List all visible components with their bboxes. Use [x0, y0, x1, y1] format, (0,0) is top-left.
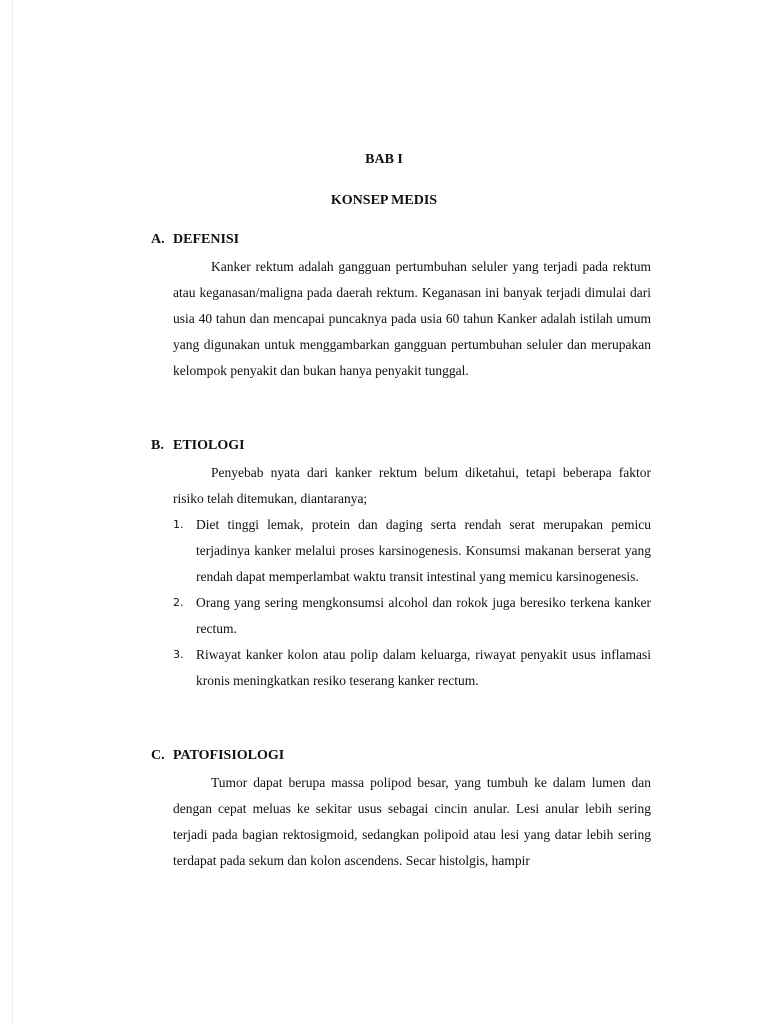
section-heading-text: PATOFISIOLOGI: [173, 748, 285, 763]
section-heading: [151, 230, 651, 250]
list-item-number: 3.: [173, 648, 184, 661]
chapter-title: BAB I: [365, 152, 403, 167]
section-heading-text: DEFENISI: [173, 232, 240, 247]
list-item-number: 2.: [173, 596, 184, 609]
section-letter: C.: [151, 748, 165, 763]
section-heading: [151, 436, 651, 456]
document-title: KONSEP MEDIS: [330, 193, 438, 208]
list-item: [151, 642, 651, 694]
section-defenisi: [151, 230, 651, 384]
section-paragraph: Penyebab nyata dari kanker rektum belum diketahui, tetapi beberapa faktor risiko telah ditemukan, diantaranya;: [173, 465, 651, 506]
list-item-number: 1.: [173, 518, 184, 531]
section-patofisiologi: [151, 746, 651, 874]
section-letter: B.: [151, 438, 164, 453]
list-item: [151, 512, 651, 590]
section-etiologi: [151, 436, 651, 694]
section-paragraph: Kanker rektum adalah gangguan pertumbuhan seluler yang terjadi pada rektum atau keganasan/maligna pada daerah rektum. Keganasan ini banyak terjadi dimulai dari usia 40 tahun dan mencapai puncaknya pada usia 60 tahun Kanker adalah istilah umum yang digunakan untuk menggambarkan gangguan pertumbuhan seluler dan merupakan kelompok penyakit dan bukan hanya penyakit tunggal.: [173, 259, 651, 378]
section-paragraph: Tumor dapat berupa massa polipod besar, yang tumbuh ke dalam lumen dan dengan cepat meluas ke sekitar usus sebagai cincin anular. Lesi anular lebih sering terjadi pada bagian rektosigmoid, sedangkan polipoid atau lesi yang datar lebih sering terdapat pada sekum dan kolon ascendens. Secar histolgis, hampir: [173, 775, 651, 868]
risk-factor-list: [151, 512, 651, 694]
section-letter: A.: [151, 232, 165, 247]
section-heading: [151, 746, 651, 766]
list-item-text: Orang yang sering mengkonsumsi alcohol dan rokok juga beresiko terkena kanker rectum.: [196, 595, 651, 636]
section-heading-text: ETIOLOGI: [173, 438, 245, 453]
list-item-text: Riwayat kanker kolon atau polip dalam keluarga, riwayat penyakit usus inflamasi kronis meningkatkan resiko teserang kanker rectum.: [196, 647, 651, 688]
list-item: [151, 590, 651, 642]
list-item-text: Diet tinggi lemak, protein dan daging serta rendah serat merupakan pemicu terjadinya kanker melalui proses karsinogenesis. Konsumsi makanan berserat yang rendah dapat memperlambat waktu transit intestinal yang memicu karsinogenesis.: [196, 517, 651, 584]
